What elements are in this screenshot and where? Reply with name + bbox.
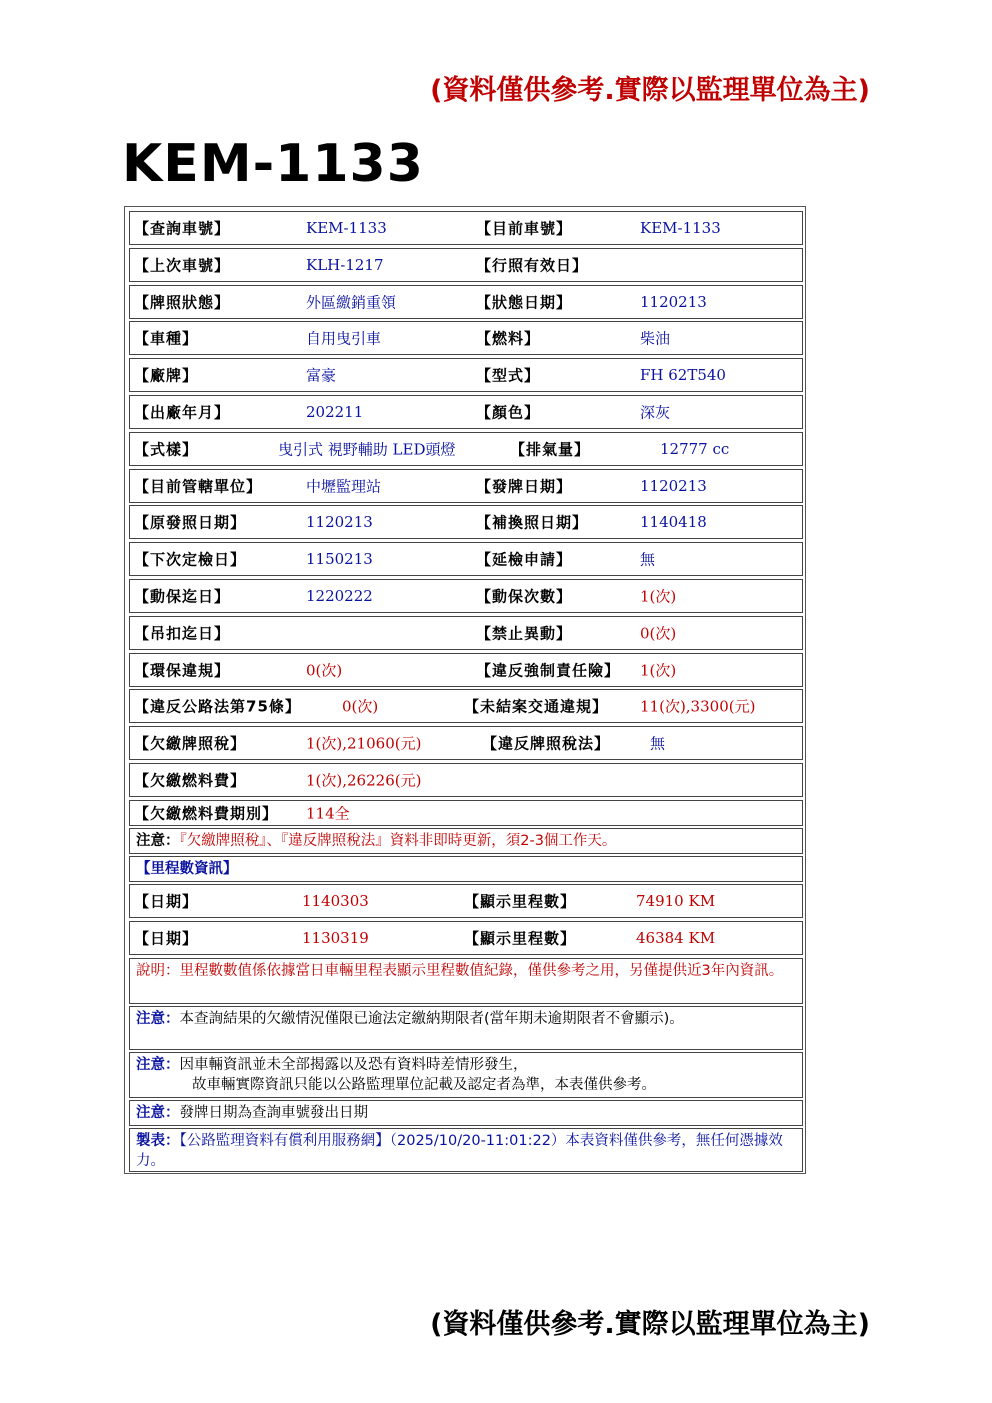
- row-value: 0(次): [342, 697, 379, 716]
- row-label: 【出廠年月】: [134, 403, 231, 422]
- row-value: 0(次): [306, 661, 343, 680]
- notice-text: 『欠繳牌照稅』、『違反牌照稅法』資料非即時更新，須2-3個工作天。: [179, 833, 617, 849]
- notice-head: 注意：: [136, 1057, 180, 1073]
- row-value: 0(次): [640, 624, 677, 643]
- row-value: 1(次): [640, 661, 677, 680]
- notice-head: 注意：: [136, 833, 180, 849]
- row-label: 【式樣】: [134, 440, 199, 459]
- row-label: 【禁止異動】: [476, 624, 573, 643]
- row-value: 柴油: [640, 329, 671, 348]
- row-value: KEM-1133: [306, 219, 387, 237]
- row-label: 【違反牌照稅法】: [482, 734, 611, 753]
- mileage-date-value: 1130319: [302, 929, 369, 947]
- fuel-period-row: [129, 800, 803, 826]
- vehicle-info-table: [124, 206, 806, 1174]
- row-label: 【未結案交通違規】: [464, 697, 609, 716]
- row-label: 【欠繳燃料費】: [134, 771, 247, 790]
- row-value: 202211: [306, 403, 364, 421]
- row-label: 【原發照日期】: [134, 513, 247, 532]
- mileage-explain-text: 說明：里程數數值係依據當日車輛里程表顯示里程數值紀錄，僅供參考之用，另僅提供近3年內資訊。: [136, 963, 784, 979]
- mileage-explain: [129, 958, 803, 1004]
- notice-text: 發牌日期為查詢車號發出日期: [179, 1105, 368, 1121]
- row-label: 【動保次數】: [476, 587, 573, 606]
- mileage-header: [129, 856, 803, 882]
- row-label: 【發牌日期】: [476, 477, 573, 496]
- row-value: 1120213: [640, 292, 707, 311]
- plate-number-title: KEM-1133: [122, 134, 424, 194]
- info-row: [129, 726, 803, 760]
- row-value: 深灰: [640, 403, 671, 422]
- fuel-period-value: 114全: [306, 804, 350, 823]
- mileage-row: [129, 884, 803, 918]
- row-value: 曳引式 視野輔助 LED頭燈: [278, 440, 456, 459]
- row-label: 【目前車號】: [476, 219, 573, 238]
- footer-head: 製表：: [136, 1133, 180, 1149]
- row-label: 【上次車號】: [134, 256, 231, 275]
- row-value: KLH-1217: [306, 255, 384, 274]
- row-value: 1140418: [640, 513, 707, 532]
- info-row: [129, 505, 803, 539]
- info-row: [129, 285, 803, 319]
- row-value: 1(次),21060(元): [306, 734, 422, 753]
- row-label: 【違反強制責任險】: [476, 661, 621, 680]
- info-row: [129, 211, 803, 245]
- mileage-header-label: 【里程數資訊】: [136, 861, 238, 877]
- notice-disclosure: [129, 1052, 803, 1098]
- info-row: [129, 469, 803, 503]
- row-label: 【查詢車號】: [134, 219, 231, 238]
- row-label: 【行照有效日】: [476, 256, 589, 275]
- notice-head: 注意：: [136, 1105, 180, 1121]
- row-value: 外區繳銷重領: [306, 293, 397, 312]
- info-row: [129, 432, 803, 466]
- row-value: 1220222: [306, 587, 373, 605]
- row-value: 1150213: [306, 550, 373, 569]
- disclaimer-banner-top: (資料僅供參考.實際以監理單位為主): [430, 75, 870, 106]
- row-label: 【狀態日期】: [476, 293, 573, 312]
- footer-text: 【公路監理資料有償利用服務網】（2025/10/20-11:01:22）本表資料僅供參考，無任何憑據效力。: [136, 1133, 783, 1169]
- row-label: 【型式】: [476, 366, 541, 385]
- info-row: [129, 763, 803, 797]
- mileage-date-label: 【日期】: [134, 929, 199, 948]
- row-label: 【燃料】: [476, 329, 541, 348]
- mileage-km-label: 【顯示里程數】: [464, 929, 577, 948]
- notice-head: 注意：: [136, 1011, 180, 1027]
- row-label: 【動保迄日】: [134, 587, 231, 606]
- footer-note: [129, 1128, 803, 1172]
- row-value: 中壢監理站: [306, 477, 382, 496]
- mileage-km-value: 46384 KM: [636, 929, 716, 947]
- row-value: 1120213: [306, 513, 373, 532]
- row-label: 【吊扣迄日】: [134, 624, 231, 643]
- row-label: 【下次定檢日】: [134, 550, 247, 569]
- row-label: 【車種】: [134, 329, 199, 348]
- row-value: 12777 cc: [660, 439, 730, 458]
- info-row: [129, 542, 803, 576]
- row-value: FH 62T540: [640, 366, 726, 385]
- info-row: [129, 689, 803, 723]
- row-label: 【違反公路法第75條】: [134, 697, 301, 716]
- row-label: 【延檢申請】: [476, 550, 573, 569]
- disclaimer-banner-bottom: (資料僅供參考.實際以監理單位為主): [430, 1309, 870, 1340]
- row-value: 1(次),26226(元): [306, 771, 422, 790]
- info-row: [129, 579, 803, 613]
- row-label: 【排氣量】: [510, 440, 591, 459]
- info-row: [129, 653, 803, 687]
- mileage-km-label: 【顯示里程數】: [464, 892, 577, 911]
- row-value: 自用曳引車: [306, 329, 382, 348]
- mileage-date-label: 【日期】: [134, 892, 199, 911]
- notice-line1: 因車輛資訊並未全部揭露以及恐有資料時差情形發生，: [179, 1057, 528, 1073]
- info-row: [129, 358, 803, 392]
- mileage-date-value: 1140303: [302, 892, 369, 910]
- notice-line2: 故車輛實際資訊只能以公路監理單位記載及認定者為準，本表僅供參考。: [192, 1077, 656, 1093]
- info-row: [129, 248, 803, 282]
- notice-tax-update: [129, 828, 803, 854]
- row-label: 【補換照日期】: [476, 513, 589, 532]
- row-value: 富豪: [306, 366, 337, 385]
- row-label: 【廠牌】: [134, 366, 199, 385]
- row-value: 11(次),3300(元): [640, 697, 756, 716]
- row-value: KEM-1133: [640, 219, 721, 237]
- row-label: 【欠繳牌照稅】: [134, 734, 247, 753]
- info-row: [129, 616, 803, 650]
- row-label: 【牌照狀態】: [134, 293, 231, 312]
- notice-arrears: [129, 1006, 803, 1050]
- row-label: 【目前管轄單位】: [134, 477, 263, 496]
- notice-text: 本查詢結果的欠繳情況僅限已逾法定繳納期限者(當年期未逾期限者不會顯示)。: [179, 1011, 684, 1027]
- row-value: 無: [650, 734, 666, 753]
- row-value: 1(次): [640, 587, 677, 606]
- row-label: 【顏色】: [476, 403, 541, 422]
- mileage-km-value: 74910 KM: [636, 892, 716, 910]
- info-row: [129, 395, 803, 429]
- info-row: [129, 321, 803, 355]
- row-value: 無: [640, 550, 656, 569]
- row-label: 【環保違規】: [134, 661, 231, 680]
- fuel-period-label: 【欠繳燃料費期別】: [134, 804, 279, 823]
- row-value: 1120213: [640, 476, 707, 495]
- mileage-row: [129, 921, 803, 955]
- notice-issue-date: [129, 1100, 803, 1126]
